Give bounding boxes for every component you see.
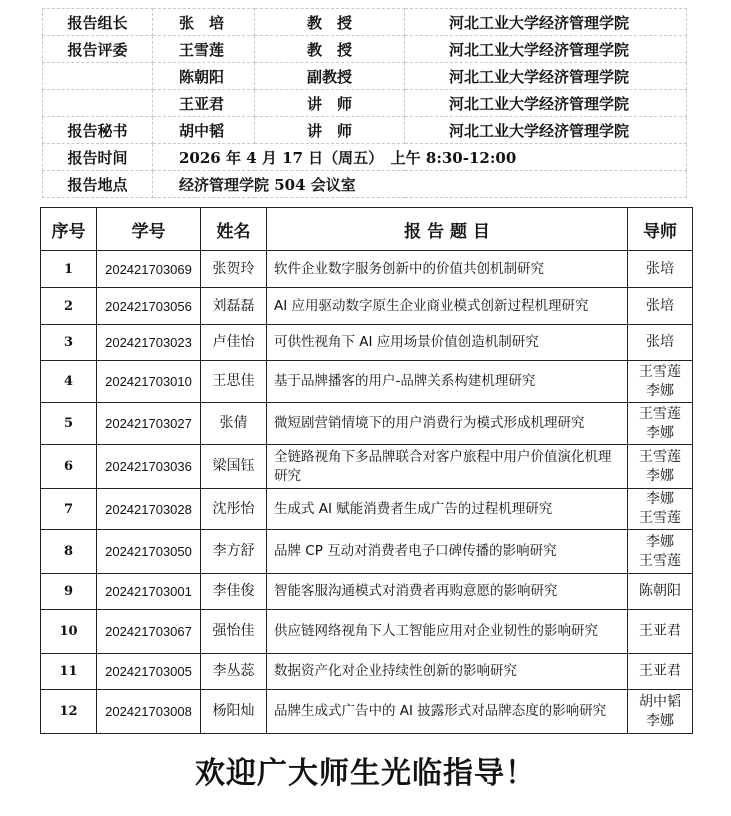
reviewers-role-label: 报告评委 (43, 36, 153, 63)
student-name: 杨阳灿 (201, 690, 267, 734)
report-topic: 生成式 AI 赋能消费者生成广告的过程机理研究 (267, 489, 628, 530)
report-topic: AI 应用驱动数字原生企业商业模式创新过程机理研究 (267, 288, 628, 325)
table-row (41, 530, 693, 574)
student-id: 202421703028 (97, 489, 201, 530)
student-name: 刘磊磊 (201, 288, 267, 325)
table-row (41, 690, 693, 734)
student-id: 202421703050 (97, 530, 201, 574)
reviewer-org: 河北工业大学经济管理学院 (405, 63, 687, 90)
row-number: 1 (41, 251, 97, 288)
advisor-name: 李娜 (646, 382, 674, 399)
welcome-message: 欢迎广大师生光临指导！ (195, 756, 536, 791)
advisor-name: 李娜 (646, 491, 674, 507)
reviewer-name: 王雪莲 (153, 36, 255, 63)
student-id: 202421703023 (97, 325, 201, 361)
leader-title: 教 授 (255, 9, 405, 36)
secretary-role-label: 报告秘书 (43, 117, 153, 144)
advisor-cell (628, 445, 693, 489)
advisor-name: 李娜 (646, 467, 674, 484)
reviewer-title: 副教授 (255, 63, 405, 90)
row-number: 12 (41, 690, 97, 734)
location-role-label: 报告地点 (43, 171, 153, 198)
advisor-name: 王雪莲 (639, 405, 681, 422)
header-topic: 报 告 题 目 (267, 208, 628, 251)
advisor-name: 张培 (646, 260, 674, 277)
row-number: 7 (41, 489, 97, 530)
advisor-name: 胡中韬 (639, 693, 681, 710)
advisor-cell (628, 325, 693, 361)
report-topic: 微短剧营销情境下的用户消费行为模式形成机理研究 (267, 403, 628, 445)
table-row (41, 288, 693, 325)
advisor-name: 李娜 (646, 712, 674, 729)
reviewer-org: 河北工业大学经济管理学院 (405, 36, 687, 63)
student-id: 202421703001 (97, 574, 201, 610)
advisor-cell (628, 288, 693, 325)
secretary-row (43, 117, 687, 144)
advisor-name: 王雪莲 (639, 363, 681, 380)
leader-name: 张 培 (153, 9, 255, 36)
reviewer-title: 讲 师 (255, 90, 405, 117)
student-name: 李方舒 (201, 530, 267, 574)
student-name: 李佳俊 (201, 574, 267, 610)
table-row (41, 574, 693, 610)
advisor-cell (628, 489, 693, 530)
advisor-name: 张培 (646, 334, 674, 350)
student-id: 202421703067 (97, 610, 201, 654)
report-topic: 软件企业数字服务创新中的价值共创机制研究 (267, 251, 628, 288)
table-row (41, 251, 693, 288)
student-name: 王思佳 (201, 361, 267, 403)
table-body (41, 251, 693, 734)
student-id: 202421703008 (97, 690, 201, 734)
advisor-name: 李娜 (646, 533, 674, 550)
advisor-cell (628, 403, 693, 445)
row-number: 11 (41, 654, 97, 690)
student-id: 202421703069 (97, 251, 201, 288)
advisor-name: 李娜 (646, 424, 674, 441)
student-name: 梁国钰 (201, 445, 267, 489)
student-id: 202421703056 (97, 288, 201, 325)
advisor-cell (628, 530, 693, 574)
header-sid: 学号 (97, 208, 201, 251)
student-id: 202421703027 (97, 403, 201, 445)
time-value: 2026 年 4 月 17 日（周五） 上午 8:30-12:00 (153, 144, 687, 171)
header-advisor: 导师 (628, 208, 693, 251)
secretary-title: 讲 师 (255, 117, 405, 144)
row-number: 9 (41, 574, 97, 610)
time-row (43, 144, 687, 171)
table-row (41, 361, 693, 403)
location-row (43, 171, 687, 198)
row-number: 8 (41, 530, 97, 574)
report-topic: 基于品牌播客的用户-品牌关系构建机理研究 (267, 361, 628, 403)
advisor-name: 王雪莲 (639, 510, 681, 526)
advisor-cell (628, 361, 693, 403)
row-number: 6 (41, 445, 97, 489)
advisor-name: 王雪莲 (639, 552, 681, 569)
reviewer-row (43, 63, 687, 90)
table-row (41, 445, 693, 489)
empty-role-cell (43, 90, 153, 117)
leader-row (43, 9, 687, 36)
student-name: 李丛蕊 (201, 654, 267, 690)
reviewer-name: 陈朝阳 (153, 63, 255, 90)
report-topic: 可供性视角下 AI 应用场景价值创造机制研究 (267, 325, 628, 361)
report-topic: 品牌 CP 互动对消费者电子口碑传播的影响研究 (267, 530, 628, 574)
advisor-name: 王亚君 (639, 663, 681, 679)
row-number: 4 (41, 361, 97, 403)
committee-info-table (42, 8, 687, 198)
empty-role-cell (43, 63, 153, 90)
report-topic: 品牌生成式广告中的 AI 披露形式对品牌态度的影响研究 (267, 690, 628, 734)
row-number: 3 (41, 325, 97, 361)
student-id: 202421703036 (97, 445, 201, 489)
header-name: 姓名 (201, 208, 267, 251)
time-role-label: 报告时间 (43, 144, 153, 171)
location-value: 经济管理学院 504 会议室 (153, 171, 687, 198)
table-row (41, 325, 693, 361)
secretary-org: 河北工业大学经济管理学院 (405, 117, 687, 144)
report-topic: 智能客服沟通模式对消费者再购意愿的影响研究 (267, 574, 628, 610)
row-number: 5 (41, 403, 97, 445)
table-row (41, 403, 693, 445)
leader-role-label: 报告组长 (43, 9, 153, 36)
advisor-name: 陈朝阳 (639, 583, 681, 599)
student-name: 沈彤怡 (201, 489, 267, 530)
table-header-row (41, 208, 693, 251)
student-name: 张倩 (201, 403, 267, 445)
report-topic: 供应链网络视角下人工智能应用对企业韧性的影响研究 (267, 610, 628, 654)
reviewer-title: 教 授 (255, 36, 405, 63)
student-name: 强怡佳 (201, 610, 267, 654)
advisor-name: 王亚君 (639, 623, 681, 639)
report-topic: 数据资产化对企业持续性创新的影响研究 (267, 654, 628, 690)
leader-org: 河北工业大学经济管理学院 (405, 9, 687, 36)
row-number: 10 (41, 610, 97, 654)
report-schedule-table (40, 207, 693, 734)
advisor-name: 张培 (646, 297, 674, 314)
advisor-cell (628, 610, 693, 654)
advisor-cell (628, 574, 693, 610)
report-topic: 全链路视角下多品牌联合对客户旅程中用户价值演化机理研究 (267, 445, 628, 489)
reviewer-row (43, 90, 687, 117)
advisor-cell (628, 690, 693, 734)
advisor-name: 王雪莲 (639, 448, 681, 465)
reviewer-row (43, 36, 687, 63)
reviewer-org: 河北工业大学经济管理学院 (405, 90, 687, 117)
reviewer-name: 王亚君 (153, 90, 255, 117)
student-name: 卢佳怡 (201, 325, 267, 361)
table-row (41, 654, 693, 690)
student-id: 202421703005 (97, 654, 201, 690)
table-row (41, 610, 693, 654)
row-number: 2 (41, 288, 97, 325)
table-row (41, 489, 693, 530)
student-id: 202421703010 (97, 361, 201, 403)
advisor-cell (628, 654, 693, 690)
advisor-cell (628, 251, 693, 288)
secretary-name: 胡中韬 (153, 117, 255, 144)
header-num: 序号 (41, 208, 97, 251)
student-name: 张贺玲 (201, 251, 267, 288)
